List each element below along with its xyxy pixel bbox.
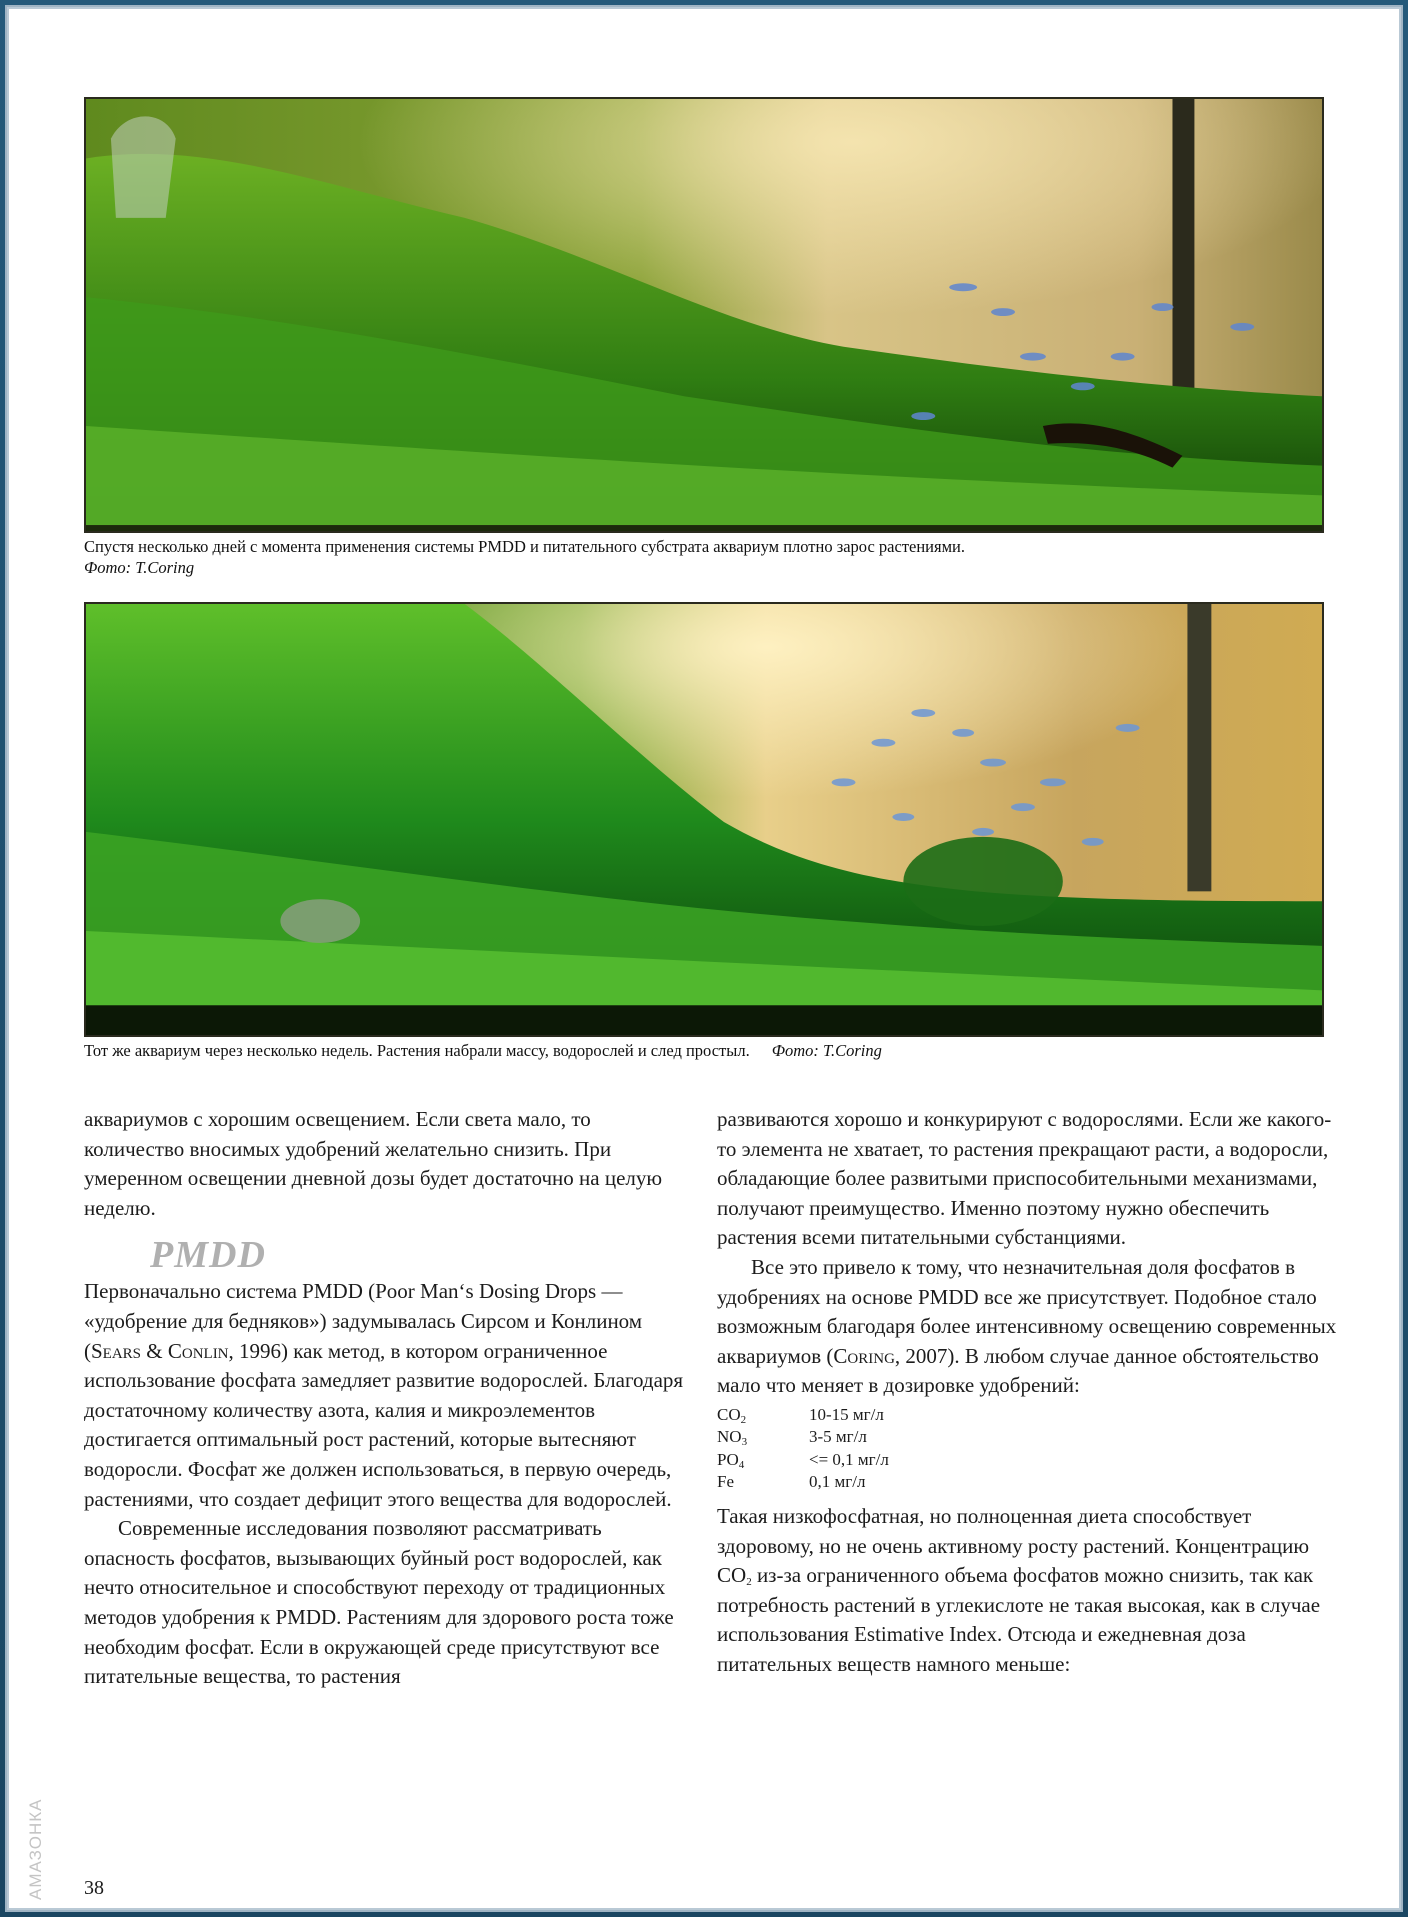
article-paragraph: Современные исследования позволяют рассматривать опасность фосфатов, вызывающих буйный рост водорослей, как нечто относительное и способствуют переходу от традиционных методов удобрения к PMDD. Растениям для здорового роста тоже необходим фосфат. Если в окружающей среде присутствуют все питательные вещества, то растения [84,1516,674,1689]
paragraph-text: Все это привело к тому, что незначительная доля фосфатов в удобрениях на основе PMDD все же присутствует. Подобное стало возможным благодаря более интенсивному освещению современных аквариумов ( [717,1254,1337,1368]
nutrient-name: Fe [717,1472,734,1492]
article-paragraph: аквариумов с хорошим освещением. Если света мало, то количество вносимых удобрений желательно снизить. При умеренном освещении дневной дозы будет достаточно на целую неделю. [84,1107,663,1220]
paragraph-text: , 2007). В любом случае данное обстоятельство мало что меняет в дозировке удобрений: [717,1343,1319,1398]
dosage-row [717,1471,1337,1494]
citation-authors: Coring [833,1343,895,1368]
nutrient-dose: <= 0,1 мг/л [809,1449,889,1469]
aquarium-image-1 [86,99,1322,531]
dosage-row [717,1404,1337,1427]
subscript: 2 [746,1576,752,1589]
photo-caption-1 [84,536,1324,578]
nutrient-dose: 3-5 мг/л [809,1427,867,1447]
article-paragraph: развиваются хорошо и конкурируют с водорослями. Если же какого-то элемента не хватает, то растения прекращают расти, а водоросли, обладающие более развитыми приспособительными механизмами, получают преимущество. Именно поэтому нужно обеспечить растения всеми питательными субстанциями. [717,1107,1332,1250]
dosage-table [717,1404,1337,1494]
paragraph-text: , 1996) как метод, в котором ограниченное использование фосфата замедляет развитие водорослей. Благодаря достаточному количеству азота, калия и микроэлементов достигается оптимальный рост растений, которые вытесняют водоросли. Фосфат же должен использоваться, в первую очередь, растениями, что создает дефицит этого вещества для водорослей. [84,1338,684,1511]
nutrient-name: $CO_2$ [717,1404,747,1426]
photo-credit: Фото: T.Coring [84,558,195,577]
magazine-label: АМАЗОНКА [26,1798,45,1900]
aquarium-image-2 [86,604,1322,1035]
nutrient-name: $PO_4$ [717,1449,745,1471]
nutrient-name: $NO_3$ [717,1427,748,1449]
photo-caption-text: Спустя несколько дней с момента применения системы PMDD и питательного субстрата аквариум плотно зарос растениями. [84,537,965,556]
photo-caption-text: Тот же аквариум через несколько недель. Растения набрали массу, водорослей и след простыл. [84,1041,750,1060]
photo-credit: Фото: T.Coring [771,1041,882,1060]
aquarium-photo-2 [84,602,1324,1037]
nutrient-dose: 0,1 мг/л [809,1472,866,1492]
article-paragraph [84,1277,684,1514]
citation-authors: Sears & Conlin [91,1338,229,1363]
paragraph-text: из-за ограниченного объема фосфатов можно снизить, так как потребность растений в углекислоте не такая высокая, как в случае использования Estimative Index. Отсюда и ежедневная доза питательных веществ намного меньше: [717,1563,1321,1676]
article-paragraph [717,1253,1337,1401]
photo-caption-2 [84,1040,1324,1061]
magazine-page [9,9,1399,1908]
dosage-row [717,1449,1337,1472]
aquarium-photo-1 [84,97,1324,533]
dosage-row [717,1426,1337,1449]
nutrient-dose: 10-15 мг/л [809,1404,884,1424]
article-column-left [84,1105,684,1692]
section-heading: PMDD [150,1234,266,1277]
page-number: 38 [84,1877,104,1899]
paragraph-text: Первоначально система PMDD (Poor Man‘s Dosing Drops — «удобрение для бедняков») задумывалась Сирсом и Конлином ( [84,1279,643,1363]
paragraph-text: Такая низкофосфатная, но полноценная диета способствует здоровому, но не очень активному росту растений. Концентрацию CO [717,1503,1310,1588]
article-column-right [717,1105,1337,1680]
article-paragraph [717,1502,1337,1680]
